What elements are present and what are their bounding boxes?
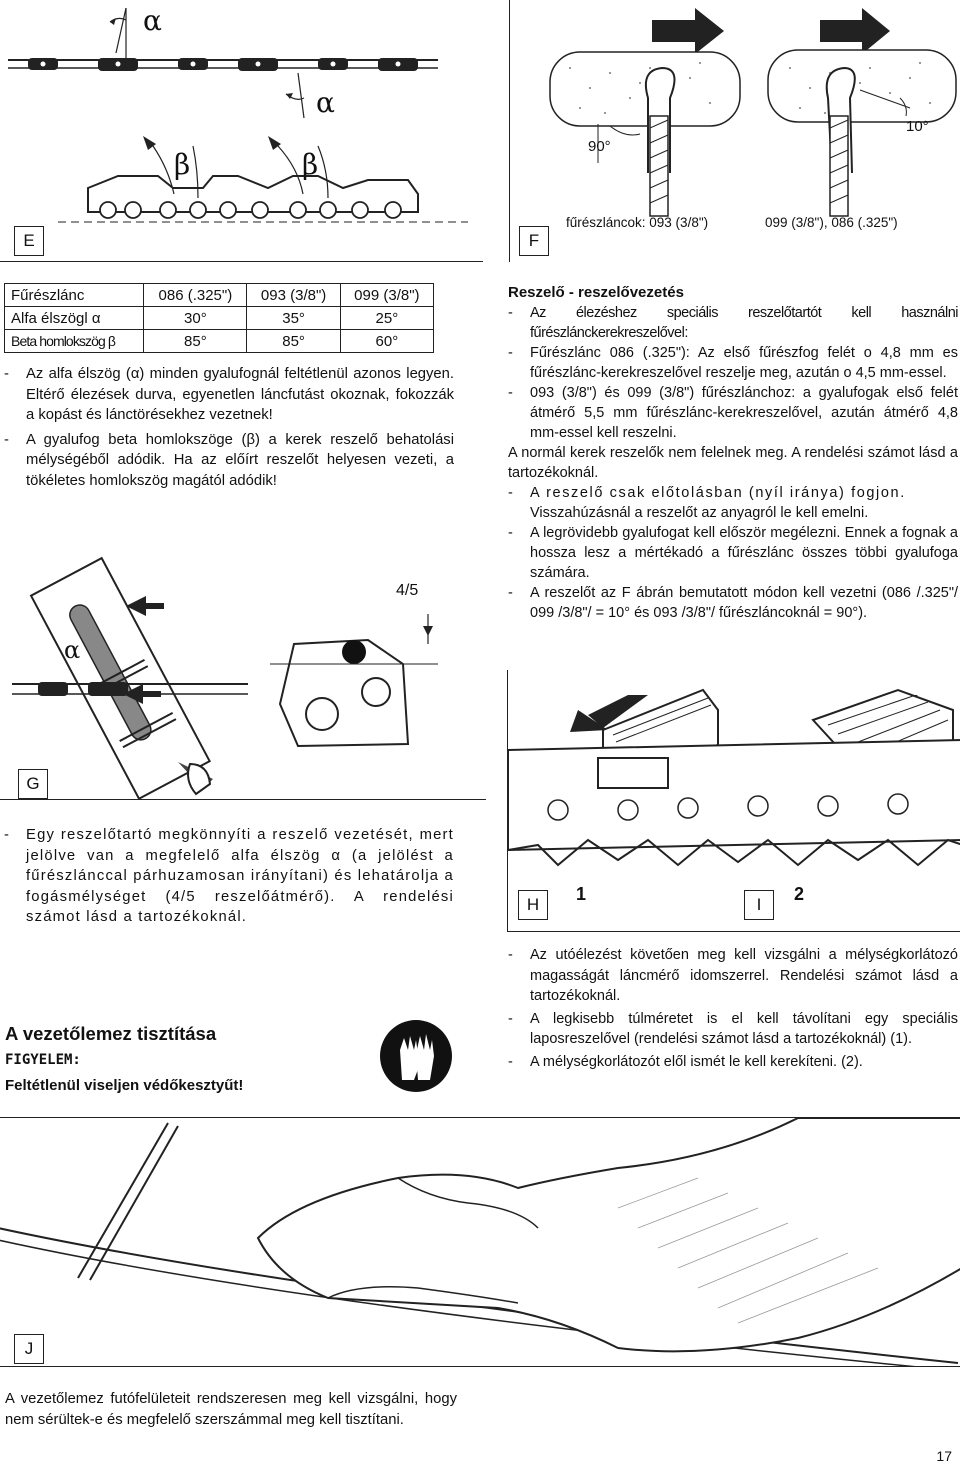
list-item: - Fűrészlánc 086 (.325"): Az első fűrészfog felét o 4,8 mm es fűrészlánc-kerekreszelővel reszelje meg, azután o 4,5 mm-essel.	[508, 345, 958, 381]
figure-j-drawing	[0, 1118, 960, 1367]
note-text: A normál kerek reszelők nem felelnek meg. A rendelési számot lásd a tartozékoknál.	[508, 445, 958, 481]
figure-h-callout-1: 1	[576, 884, 587, 904]
figure-i-callout-2: 2	[794, 884, 805, 904]
figure-j-label: J	[14, 1334, 44, 1364]
list-item: - Egy reszelőtartó megkönnyíti a reszelő vezetését, mert jelölve van a megfelelő alfa élszög α (a jelölést a fűrészlánccal párhuzamosan irányítani) és lehatárolja a fogásmélységet (4/5 reszelőátmérő). A rendelési számot lásd a tartozékoknál.	[4, 827, 454, 925]
table-cell: Alfa élszögl α	[5, 307, 144, 330]
file-holder-note	[4, 825, 454, 928]
warning-label: FIGYELEM:	[5, 1052, 81, 1068]
table-cell: Beta homlokszög β	[5, 330, 144, 353]
saw-chain-spec-table	[4, 283, 434, 353]
figure-f-caption-left: fűrészláncok: 093 (3/8")	[566, 215, 709, 230]
figure-e	[0, 0, 483, 262]
figure-h-label: H	[518, 890, 548, 920]
table-row	[5, 284, 434, 307]
figure-e-beta-left: β	[174, 148, 191, 181]
gloves-warning: Feltétlenül viseljen védőkesztyűt!	[5, 1077, 244, 1094]
page-number: 17	[936, 1448, 952, 1464]
figure-f-caption-right: 099 (3/8"), 086 (.325")	[765, 215, 898, 230]
gloves-icon	[380, 1020, 452, 1092]
table-cell: Fűrészlánc	[5, 284, 144, 307]
table-cell: 85°	[247, 330, 340, 353]
table-cell: 35°	[247, 307, 340, 330]
figure-e-beta-right: β	[302, 148, 319, 181]
bar-cleaning-note: A vezetőlemez futófelületeit rendszeresen meg kell vizsgálni, hogy nem sérültek-e és megfelelő szerszámmal meg kell tisztítani.	[5, 1391, 457, 1428]
table-cell: 60°	[340, 330, 433, 353]
alpha-angle-notes	[4, 364, 454, 491]
cleaning-heading: A vezetőlemez tisztítása	[5, 1023, 217, 1044]
gloves-icon-glyph	[380, 1020, 452, 1092]
table-cell: 30°	[144, 307, 247, 330]
list-item: - A gyalufog beta homlokszöge (β) a kerek reszelő behatolási mélységéből adódik. Ha az előírt reszelőt helyesen vezeti, a tökéletes homlokszög magától adódik!	[4, 431, 454, 489]
list-item: - Az alfa élszög (α) minden gyalufognál feltétlenül azonos legyen. Eltérő élezések durva, egyenetlen láncfutást okoznak, fokozzák a kopást és lánctörésekhez vezetnek!	[4, 366, 454, 423]
figure-j	[0, 1117, 960, 1367]
list-item: - A legrövidebb gyalufogat kell először megélezni. Ennek a fognak a hossza lesz a mértékadó a fűrészlánc összes többi gyalufoga számára.	[508, 525, 958, 581]
figure-f	[509, 0, 960, 262]
figure-f-angle-10: 10°	[906, 118, 929, 135]
list-item: - Az utóélezést követően meg kell vizsgálni a mélységkorlátozó magasságát láncmérő idomszerrel. Rendelési számot lásd a tartozékoknál.	[508, 947, 958, 1004]
figure-g-alpha: α	[64, 636, 81, 664]
figure-h-i	[507, 670, 960, 932]
table-cell: 086 (.325")	[144, 284, 247, 307]
figure-e-alpha-bottom: α	[316, 86, 335, 119]
figure-f-angle-90: 90°	[588, 138, 611, 155]
figure-g	[0, 544, 486, 800]
depth-gauge-notes	[508, 945, 958, 1072]
list-item: - A mélységkorlátozót elől ismét le kell kerekíteni. (2).	[508, 1053, 863, 1070]
list-item-continuation: Visszahúzásnál a reszelőt az anyagról le kell emelni.	[530, 505, 869, 521]
table-row	[5, 307, 434, 330]
table-cell: 099 (3/8")	[340, 284, 433, 307]
figure-i-label: I	[744, 890, 774, 920]
section-heading: Reszelő - reszelővezetés	[508, 284, 684, 301]
figure-f-label: F	[519, 226, 549, 256]
list-item: - A legkisebb túlméretet is el kell távolítani egy speciális laposreszelővel (rendelési számot lásd a tartozékoknál) (1).	[508, 1010, 958, 1047]
list-item: - 093 (3/8") és 099 (3/8") fűrészlánchoz: a gyalufogak első felét átmérő 5,5 mm fűrészlánc-kerekreszelővel, azután átmérő 4,8 mm-essel kell reszelni.	[508, 385, 958, 441]
list-item: - Az élezéshez speciális reszelőtartót kell használni fűrészlánckerekreszelővel:	[508, 305, 958, 341]
list-item: - A reszelő csak előtolásban (nyíl iránya) fogjon.	[508, 485, 906, 501]
file-guidance-section	[508, 283, 958, 623]
figure-g-label: G	[18, 769, 48, 799]
figure-e-drawing	[0, 0, 483, 262]
figure-e-label: E	[14, 226, 44, 256]
figure-g-ratio: 4/5	[396, 582, 419, 599]
list-item: - A reszelőt az F ábrán bemutatott módon kell vezetni (086 /.325"/ 099 /3/8"/ = 10° és 093 /3/8"/ fűrészláncoknál = 90°).	[508, 585, 958, 621]
table-cell: 85°	[144, 330, 247, 353]
table-cell: 25°	[340, 307, 433, 330]
table-cell: 093 (3/8")	[247, 284, 340, 307]
figure-e-alpha-top: α	[143, 4, 162, 37]
table-row	[5, 330, 434, 353]
